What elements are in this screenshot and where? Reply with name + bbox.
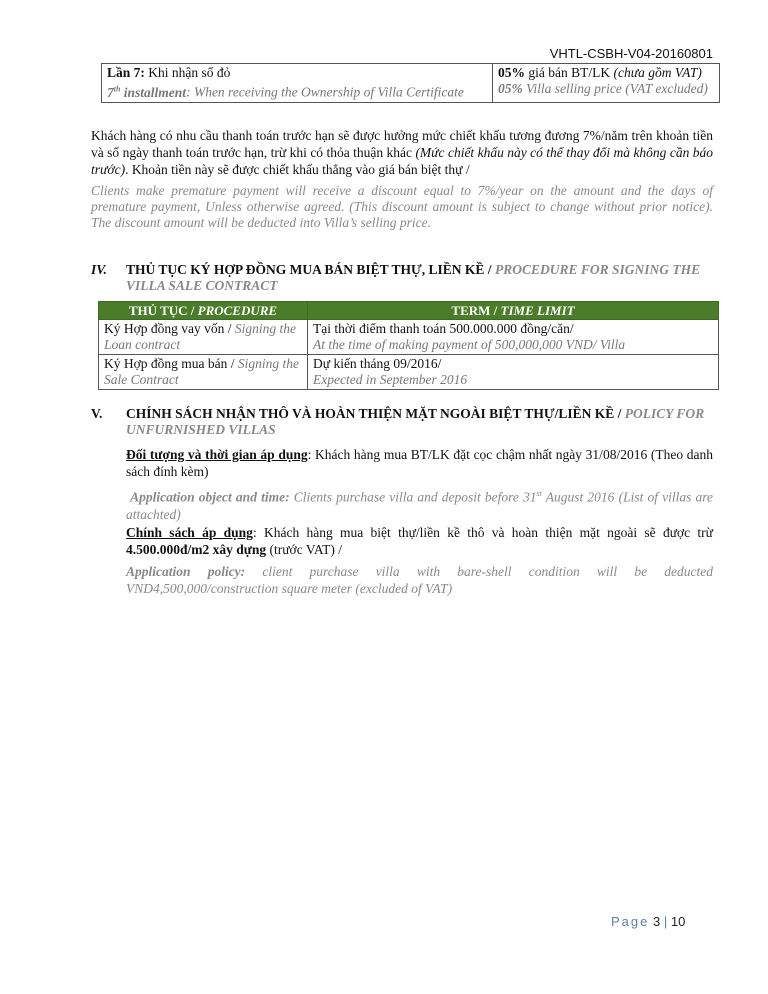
- page-number: 3: [653, 914, 661, 929]
- table-header-row: [99, 302, 719, 320]
- installment-label-vn: Lần 7:: [107, 65, 145, 80]
- term-header: TERM / TIME LIMIT: [308, 302, 719, 320]
- section-number: IV.: [91, 262, 107, 277]
- procedure-table: [98, 301, 719, 390]
- section-iv-heading: [91, 262, 713, 296]
- term-cell: Dự kiến tháng 09/2016/ Expected in September 2016: [308, 355, 719, 390]
- procedure-cell: Ký Hợp đồng mua bán / Signing the Sale Contract: [99, 355, 308, 390]
- document-code: VHTL-CSBH-V04-20160801: [549, 46, 713, 61]
- section-v-heading: [91, 406, 713, 440]
- object-paragraph-en: Application object and time: Clients purchase villa and deposit before 31st August 2016 (List of villas are attachted): [126, 489, 713, 522]
- discount-paragraph-en: Clients make premature payment will receive a discount equal to 7%/year on the amount and the days of premature payment, Unless otherwise agreed. (This discount amount is subject to change without prior notice). The discount amount will be deducted into Villa’s selling price.: [91, 183, 713, 230]
- term-cell: Tại thời điểm thanh toán 500.000.000 đồng/căn/ At the time of making payment of 500,000,000 VND/ Villa: [308, 320, 719, 355]
- page-word: Page: [611, 914, 650, 929]
- installment-value-en: 05% Villa selling price (VAT excluded): [498, 81, 708, 96]
- policy-paragraph-vn: Chính sách áp dụng: Khách hàng mua biệt thự/liền kề thô và hoàn thiện mặt ngoài sẽ được trừ 4.500.000đ/m2 xây dựng (trước VAT) /: [126, 525, 713, 557]
- table-row: [102, 64, 720, 103]
- section-title: CHÍNH SÁCH NHẬN THÔ VÀ HOÀN THIỆN MẶT NGOÀI BIỆT THỰ/LIỀN KỀ / POLICY FOR UNFURNISHED VILLAS: [126, 406, 705, 437]
- section-title: THỦ TỤC KÝ HỢP ĐỒNG MUA BÁN BIỆT THỰ, LIỀN KỀ / PROCEDURE FOR SIGNING THE VILLA SALE CONTRACT: [126, 262, 701, 293]
- policy-paragraph-en: Application policy: client purchase villa with bare-shell condition will be deducted VND4,500,000/construction square meter (excluded of VAT): [126, 564, 713, 596]
- discount-paragraph-vn: Khách hàng có nhu cầu thanh toán trước hạn sẽ được hưởng mức chiết khấu tương đương 7%/năm trên khoản tiền và số ngày thanh toán trước hạn, trừ khi có thỏa thuận khác (Mức chiết khấu này có thể thay đổi mà không cần báo trước). Khoản tiền này sẽ được chiết khấu thẳng vào giá bán biệt thự /: [91, 128, 714, 177]
- page-total: 10: [670, 914, 686, 929]
- installment-value-paren: (chưa gồm VAT): [613, 65, 702, 80]
- installment-table: [101, 63, 720, 103]
- table-row: [99, 355, 719, 390]
- installment-text-vn: Khi nhận sổ đỏ: [144, 65, 231, 80]
- page-separator: |: [660, 914, 671, 929]
- installment-cell: [102, 64, 493, 103]
- installment-value-cell: [493, 64, 720, 103]
- object-paragraph-vn: Đối tượng và thời gian áp dụng: Khách hàng mua BT/LK đặt cọc chậm nhất ngày 31/08/2016 (Theo danh sách đính kèm): [126, 447, 713, 479]
- installment-pct-vn: 05%: [498, 65, 525, 80]
- procedure-header: THỦ TỤC / PROCEDURE: [99, 302, 308, 320]
- section-number: V.: [91, 406, 103, 421]
- page-footer: [611, 914, 685, 929]
- installment-en: 7th installment: When receiving the Ownership of Villa Certificate: [107, 84, 464, 100]
- table-row: [99, 320, 719, 355]
- procedure-cell: Ký Hợp đồng vay vốn / Signing the Loan contract: [99, 320, 308, 355]
- installment-value-vn: giá bán BT/LK: [525, 65, 614, 80]
